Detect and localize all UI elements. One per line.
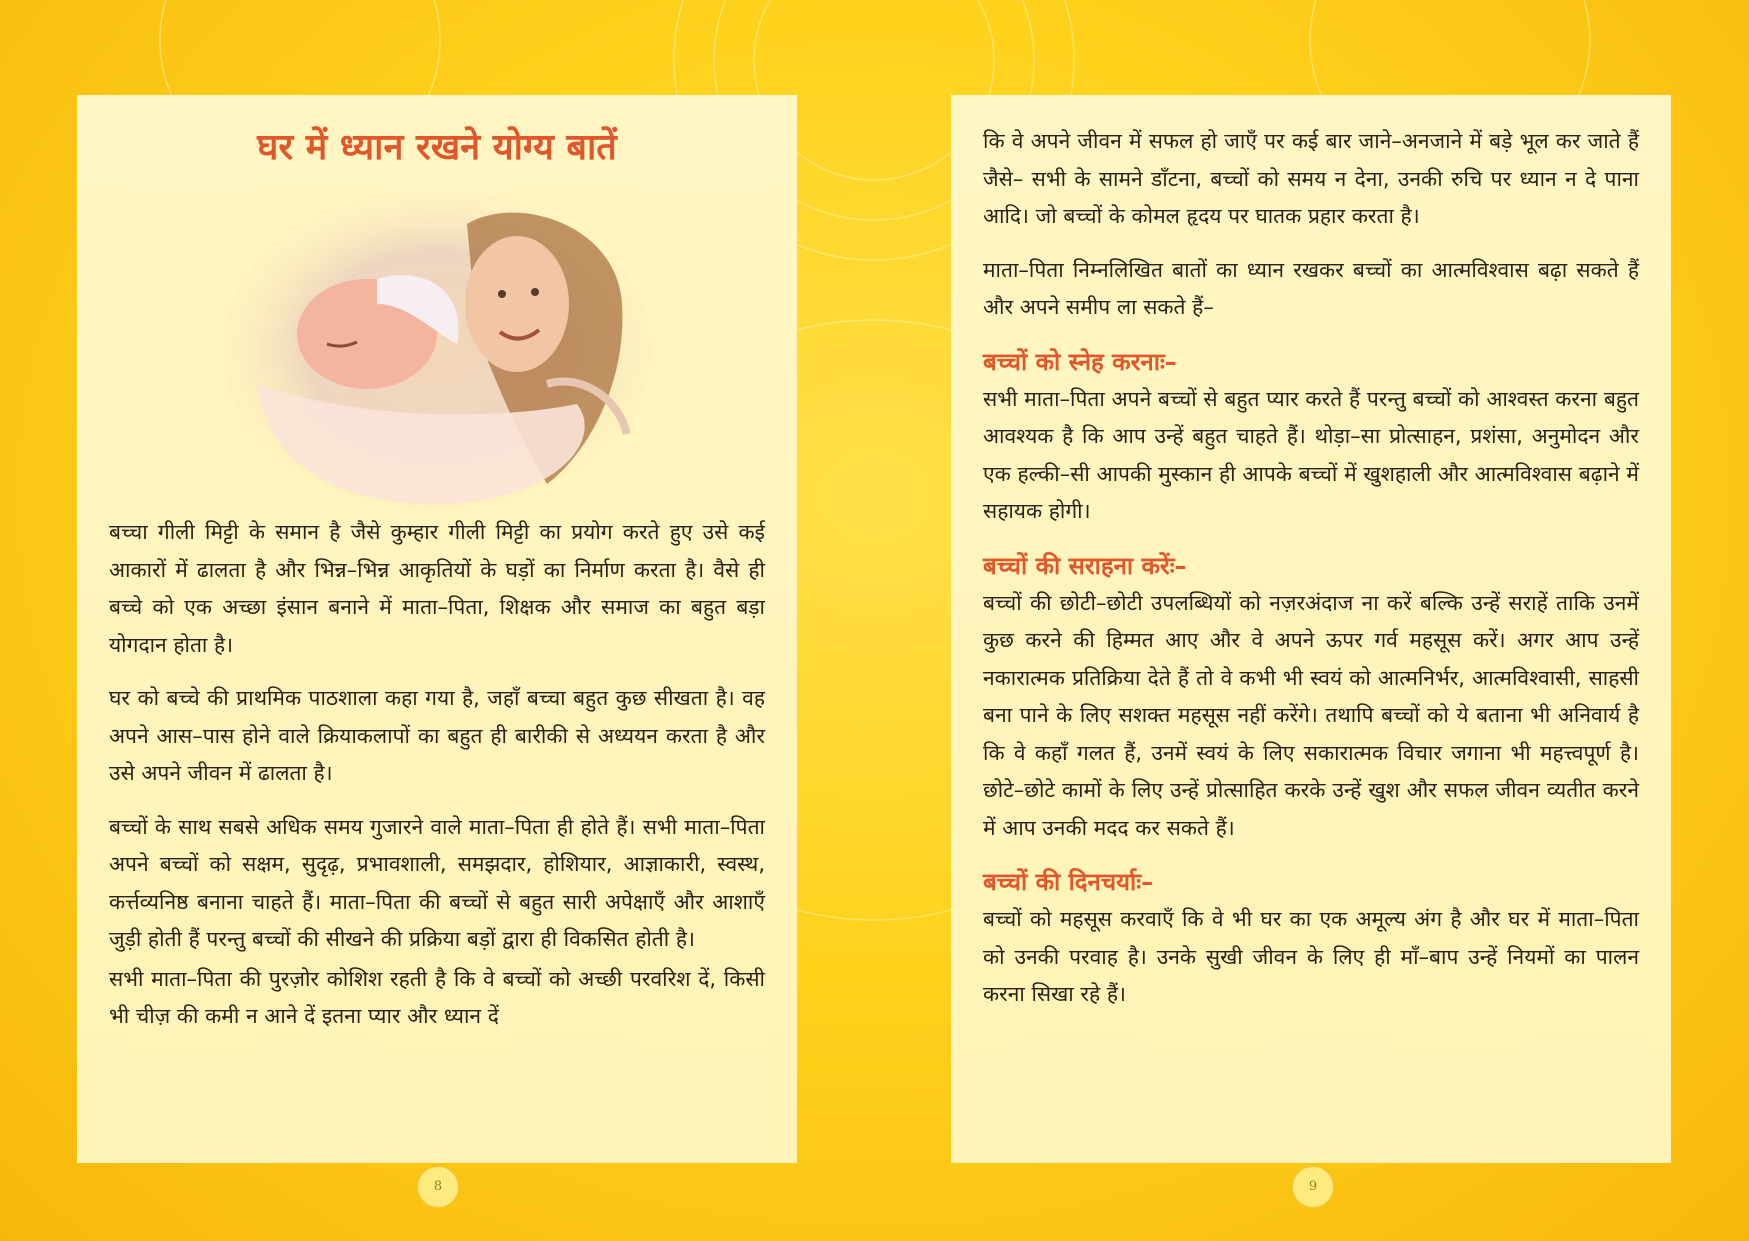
section-heading-routine: बच्चों की दिनचर्याः– <box>983 868 1154 896</box>
mother-and-baby-illustration <box>217 184 657 514</box>
page-number-right: 9 <box>1292 1166 1334 1208</box>
body-paragraph: सभी माता–पिता की पुरज़ोर कोशिश रहती है कि वे बच्चों को अच्छी परवरिश दें, किसी भी चीज़ की कमी न आने दें इतना प्यार और ध्यान दें <box>109 966 765 1028</box>
body-paragraph: बच्चों के साथ सबसे अधिक समय गुजारने वाले माता–पिता ही होते हैं। सभी माता–पिता अपने बच्चों को सक्षम, सुदृढ़, प्रभावशाली, समझदार, होशियार, आज्ञाकारी, स्वस्थ, कर्त्तव्यनिष्ठ बनाना चाहते हैं। माता–पिता की बच्चों से बहुत सारी अपेक्षाएँ और आशाएँ जुड़ी होती हैं परन्तु बच्चों की सीखने की प्रक्रिया बड़ों द्वारा ही विकसित होती है। <box>109 814 765 951</box>
body-paragraph: माता–पिता निम्नलिखित बातों का ध्यान रखकर बच्चों का आत्मविश्वास बढ़ा सकते हैं और अपने समीप ला सकते हैं– <box>983 257 1639 319</box>
section-heading-affection: बच्चों को स्नेह करनाः– <box>983 347 1177 376</box>
section-text-affection: सभी माता–पिता अपने बच्चों से बहुत प्यार करते हैं परन्तु बच्चों को आश्वस्त करना बहुत आवश्यक है कि आप उन्हें बहुत चाहते हैं। थोड़ा–सा प्रोत्साहन, प्रशंसा, अनुमोदन और एक हल्की–सी आपकी मुस्कान ही आपके बच्चों में खुशहाली और आत्मविश्वास बढ़ाने में सहायक होगी। <box>983 386 1639 523</box>
body-paragraph: कि वे अपने जीवन में सफल हो जाएँ पर कई बार जाने–अनजाने में बड़े भूल कर जाते हैं जैसे– सभी के सामने डाँटना, बच्चों को समय न देना, उनकी रुचि पर ध्यान न दे पाना आदि। जो बच्चों के कोमल हृदय पर घातक प्रहार करता है। <box>983 129 1639 228</box>
left-page <box>77 95 797 1163</box>
page-title: घर में ध्यान रखने योग्य बातें <box>257 127 617 168</box>
body-paragraph: बच्चा गीली मिट्टी के समान है जैसे कुम्हार गीली मिट्टी का प्रयोग करते हुए उसे कई आकारों में ढालता है और भिन्न–भिन्न आकृतियों के घड़ों का निर्माण करता है। वैसे ही बच्चे को एक अच्छा इंसान बनाने में माता–पिता, शिक्षक और समाज का बहुत बड़ा योगदान होता है। <box>109 520 765 657</box>
section-text-routine: बच्चों को महसूस करवाएँ कि वे भी घर का एक अमूल्य अंग है और घर में माता–पिता को उनकी परवाह है। उनके सुखी जीवन के लिए ही माँ–बाप उन्हें नियमों का पालन करना सिखा रहे हैं। <box>983 907 1639 1006</box>
page-number-left: 8 <box>417 1166 459 1208</box>
section-heading-appreciation: बच्चों की सराहना करेंः– <box>983 551 1187 580</box>
right-page <box>951 95 1671 1163</box>
body-paragraph: घर को बच्चे की प्राथमिक पाठशाला कहा गया है, जहाँ बच्चा बहुत कुछ सीखता है। वह अपने आस–पास होने वाले क्रियाकलापों का बहुत ही बारीकी से अध्ययन करता है और उसे अपने जीवन में ढालता है। <box>109 686 765 785</box>
section-text-appreciation: बच्चों की छोटी–छोटी उपलब्धियों को नज़रअंदाज ना करें बल्कि उन्हें सराहें ताकि उनमें कुछ करने की हिम्मत आए और वे अपने ऊपर गर्व महसूस करें। अगर आप उन्हें नकारात्मक प्रतिक्रिया देते हैं तो वे कभी भी स्वयं को आत्मनिर्भर, आत्मविश्वासी, साहसी बना पाने के लिए सशक्त महसूस नहीं करेंगे। तथापि बच्चों को ये बताना भी अनिवार्य है कि वे कहाँ गलत हैं, उनमें स्वयं के लिए सकारात्मक विचार जगाना भी महत्त्वपूर्ण है। छोटे–छोटे कामों के लिए उन्हें प्रोत्साहित करके उन्हें खुश और सफल जीवन व्यतीत करने में आप उनकी मदद कर सकते हैं। <box>983 590 1639 840</box>
